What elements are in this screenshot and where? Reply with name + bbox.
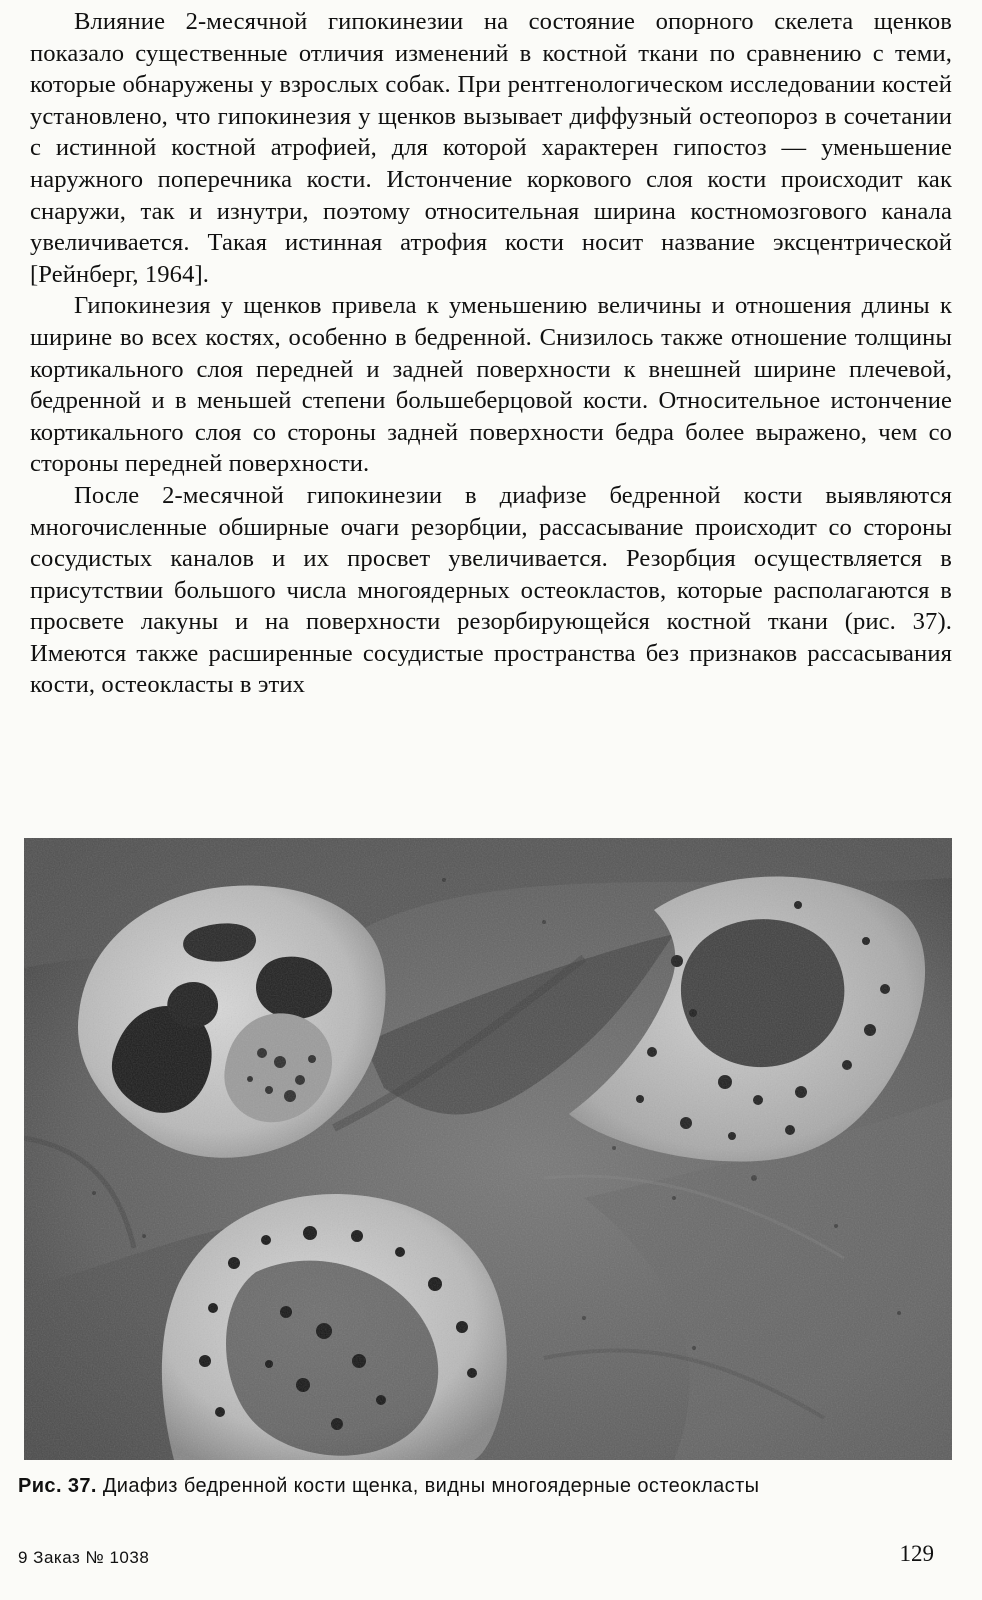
caption-text: Диафиз бедренной кости щенка, видны многоядерные остеокласты (102, 1475, 760, 1497)
page-number: 129 (899, 1541, 934, 1566)
paragraph-2: Гипокинезия у щенков привела к уменьшению величины и отношения длины к ширине во всех костях, особенно в бедренной. Снизилось также отношение толщины кортикального слоя передней и задней поверхности к внешней ширине плечевой, бедренной и в меньшей степени большеберцовой кости. Относительное истончение кортикального слоя со стороны задней поверхности бедра более выражено, чем со стороны передней поверхности. (30, 292, 952, 478)
micrograph-image (24, 838, 952, 1460)
paragraph-3: После 2-месячной гипокинезии в диафизе бедренной кости выявляются многочисленные обширные очаги резорбции, рассасывание происходит со стороны сосудистых каналов и их просвет увеличивается. Резорбция осуществляется в присутствии большого числа многоядерных остеокластов, которые располагаются в просвете лакуны и на поверхности резорбирующейся костной ткани (рис. 37). Имеются также расширенные сосудистые пространства без признаков рассасывания кости, остеокласты в этих (30, 481, 952, 699)
paragraph-1: Влияние 2-месячной гипокинезии на состояние опорного скелета щенков показало существенные отличия изменений в костной ткани по сравнению с теми, которые обнаружены у взрослых собак. При рентгенологическом исследовании костей установлено, что гипокинезия у щенков вызывает диффузный остеопороз в сочетании с истинной костной атрофией, для которой характерен гипостоз — уменьшение наружного поперечника кости. Истончение коркового слоя кости происходит как снаружи, так и изнутри, поэтому относительная ширина костномозгового канала увеличивается. Такая истинная атрофия кости носит название эксцентрической [Рейнберг, 1964]. (30, 8, 952, 288)
printing-signature: 9 Заказ № 1038 (18, 1548, 150, 1567)
figure-caption (18, 1474, 968, 1498)
caption-label: Рис. 37. (18, 1475, 97, 1497)
body-text (30, 6, 952, 701)
micrograph-figure (24, 838, 952, 1460)
